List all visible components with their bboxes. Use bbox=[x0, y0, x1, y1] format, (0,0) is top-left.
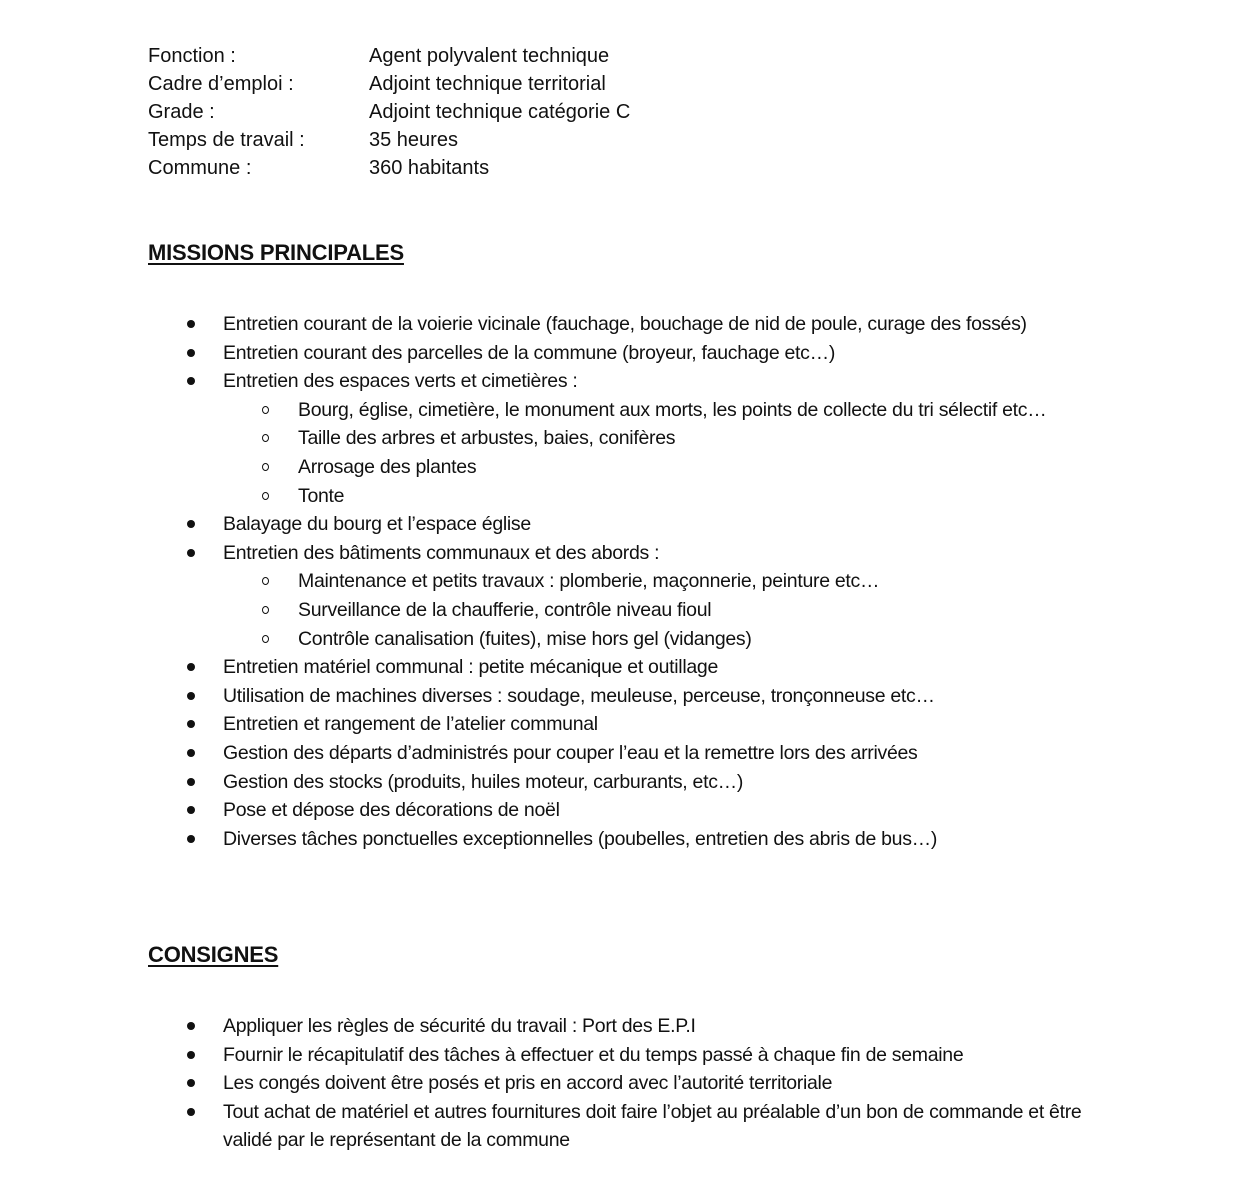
list-item-text: Utilisation de machines diverses : soudage, meuleuse, perceuse, tronçonneuse etc… bbox=[223, 684, 935, 707]
sub-list-item bbox=[148, 482, 1098, 511]
list-item-text: Gestion des départs d’administrés pour couper l’eau et la remettre lors des arrivées bbox=[223, 741, 918, 764]
info-row-grade bbox=[148, 98, 630, 126]
list-item bbox=[148, 367, 1093, 396]
list-item bbox=[148, 653, 1093, 682]
sub-list-item bbox=[148, 625, 1098, 654]
list-item bbox=[148, 339, 1093, 368]
circle-bullet-icon bbox=[262, 463, 269, 471]
list-item-text: Tout achat de matériel et autres fournitures doit faire l’objet au préalable d’un bon de commande et être validé par le représentant de la commune bbox=[223, 1100, 1082, 1152]
list-item-text: Les congés doivent être posés et pris en accord avec l’autorité territoriale bbox=[223, 1072, 833, 1095]
info-row-cadre-emploi bbox=[148, 70, 630, 98]
info-row-fonction bbox=[148, 42, 630, 70]
info-label: Fonction : bbox=[148, 45, 236, 67]
sub-list-item bbox=[148, 567, 1098, 596]
info-value: Agent polyvalent technique bbox=[369, 45, 610, 67]
sub-list-item-text: Maintenance et petits travaux : plomberie, maçonnerie, peinture etc… bbox=[298, 570, 880, 593]
list-item-text: Entretien courant de la voierie vicinale (fauchage, bouchage de nid de poule, curage des fossés) bbox=[223, 313, 1027, 335]
job-info-block bbox=[148, 42, 630, 182]
bullet-icon bbox=[187, 835, 195, 843]
bullet-icon bbox=[187, 549, 195, 557]
sub-list-item bbox=[148, 396, 1098, 425]
list-item bbox=[148, 739, 1093, 768]
consignes-heading: CONSIGNES bbox=[148, 942, 279, 967]
list-item bbox=[148, 825, 1093, 854]
info-value: 360 habitants bbox=[369, 157, 490, 179]
sub-list-item-text: Surveillance de la chaufferie, contrôle niveau fioul bbox=[298, 598, 712, 621]
list-item bbox=[148, 1012, 1093, 1041]
circle-bullet-icon bbox=[262, 492, 269, 500]
sub-list-item-text: Bourg, église, cimetière, le monument aux morts, les points de collecte du tri sélectif etc… bbox=[298, 398, 1047, 421]
sub-list-item-text: Taille des arbres et arbustes, baies, conifères bbox=[298, 427, 676, 450]
sub-list-item-text: Contrôle canalisation (fuites), mise hors gel (vidanges) bbox=[298, 627, 752, 650]
list-item bbox=[148, 510, 1093, 539]
list-item bbox=[148, 768, 1093, 797]
list-item-text: Balayage du bourg et l’espace église bbox=[223, 513, 531, 536]
list-item bbox=[148, 1041, 1093, 1070]
bullet-icon bbox=[187, 720, 195, 728]
sub-list-item-text: Arrosage des plantes bbox=[298, 455, 477, 478]
list-item-text: Entretien des espaces verts et cimetières : bbox=[223, 370, 578, 393]
list-item-text: Appliquer les règles de sécurité du travail : Port des E.P.I bbox=[223, 1015, 696, 1037]
info-row-temps-travail bbox=[148, 126, 630, 154]
bullet-icon bbox=[187, 320, 195, 328]
info-value: Adjoint technique territorial bbox=[369, 73, 606, 95]
bullet-icon bbox=[187, 663, 195, 671]
circle-bullet-icon bbox=[262, 577, 269, 585]
bullet-icon bbox=[187, 377, 195, 385]
info-label: Grade : bbox=[148, 101, 215, 123]
list-item bbox=[148, 1069, 1093, 1098]
list-item-text: Entretien et rangement de l’atelier communal bbox=[223, 713, 598, 736]
info-value: 35 heures bbox=[369, 129, 458, 151]
list-item-text: Entretien des bâtiments communaux et des abords : bbox=[223, 541, 660, 564]
info-row-commune bbox=[148, 154, 630, 182]
info-value: Adjoint technique catégorie C bbox=[369, 101, 631, 123]
bullet-icon bbox=[187, 692, 195, 700]
bullet-icon bbox=[187, 1022, 195, 1030]
list-item bbox=[148, 310, 1093, 339]
consignes-list bbox=[148, 1012, 1093, 1155]
circle-bullet-icon bbox=[262, 406, 269, 414]
bullet-icon bbox=[187, 1108, 195, 1116]
list-item-text: Diverses tâches ponctuelles exceptionnelles (poubelles, entretien des abris de bus…) bbox=[223, 827, 938, 850]
list-item-text: Entretien matériel communal : petite mécanique et outillage bbox=[223, 656, 718, 679]
info-label: Temps de travail : bbox=[148, 129, 305, 151]
list-item-text: Gestion des stocks (produits, huiles moteur, carburants, etc…) bbox=[223, 770, 744, 793]
bullet-icon bbox=[187, 520, 195, 528]
list-item-text: Entretien courant des parcelles de la commune (broyeur, fauchage etc…) bbox=[223, 341, 836, 364]
list-item bbox=[148, 710, 1093, 739]
sub-list-item bbox=[148, 453, 1098, 482]
bullet-icon bbox=[187, 778, 195, 786]
circle-bullet-icon bbox=[262, 434, 269, 442]
circle-bullet-icon bbox=[262, 606, 269, 614]
info-label: Commune : bbox=[148, 157, 252, 179]
list-item bbox=[148, 682, 1093, 711]
missions-list bbox=[148, 310, 1098, 853]
bullet-icon bbox=[187, 806, 195, 814]
sub-list-item bbox=[148, 596, 1098, 625]
missions-heading: MISSIONS PRINCIPALES bbox=[148, 240, 404, 265]
bullet-icon bbox=[187, 1079, 195, 1087]
bullet-icon bbox=[187, 349, 195, 357]
list-item bbox=[148, 796, 1093, 825]
circle-bullet-icon bbox=[262, 635, 269, 643]
list-item-text: Fournir le récapitulatif des tâches à effectuer et du temps passé à chaque fin de semaine bbox=[223, 1043, 964, 1066]
list-item bbox=[148, 1098, 1093, 1155]
sub-list-item bbox=[148, 424, 1098, 453]
list-item bbox=[148, 539, 1093, 568]
info-label: Cadre d’emploi : bbox=[148, 73, 294, 95]
bullet-icon bbox=[187, 1051, 195, 1059]
bullet-icon bbox=[187, 749, 195, 757]
list-item-text: Pose et dépose des décorations de noël bbox=[223, 799, 560, 822]
sub-list-item-text: Tonte bbox=[298, 484, 345, 507]
